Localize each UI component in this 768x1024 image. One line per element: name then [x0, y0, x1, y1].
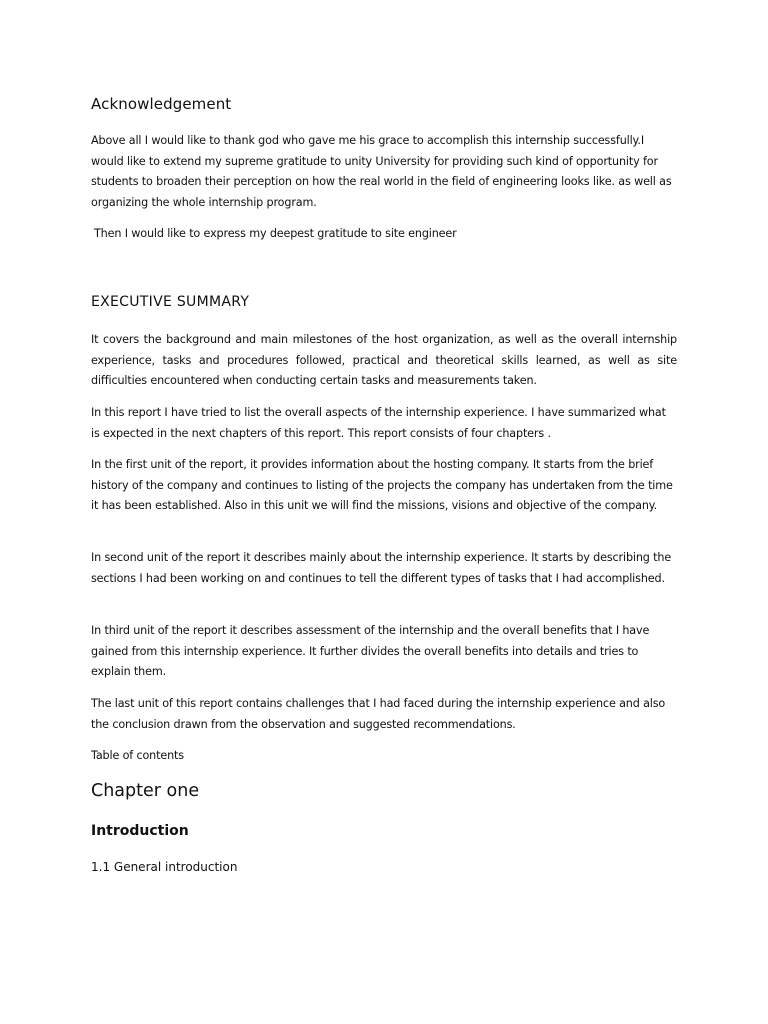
executive-summary-paragraph-1: It covers the background and main milestones of the host organization, as well as the overall internship experience, tasks and procedures followed, practical and theoretical skills learned, as well as site difficulties encountered when conducting certain tasks and measurements taken.: [91, 333, 677, 388]
table-of-contents-label: Table of contents: [91, 749, 184, 762]
chapter-title: Chapter one: [91, 781, 200, 801]
executive-summary-paragraph-3: In the first unit of the report, it provides information about the hosting company. It starts from the brief history of the company and continues to listing of the projects the company has undertaken from the time it has been established. Also in this unit we will find the missions, visions and objective of the company.: [91, 458, 673, 513]
acknowledgement-paragraph-1: Above all I would like to thank god who gave me his grace to accomplish this internship successfully.I would like to extend my supreme gratitude to unity University for providing such kind of opportunity for students to broaden their perception on how the real world in the field of engineering looks like. as well as organizing the whole internship program.: [91, 134, 672, 209]
acknowledgement-heading: Acknowledgement: [91, 95, 232, 113]
executive-summary-paragraph-2: In this report I have tried to list the overall aspects of the internship experience. I have summarized what is expected in the next chapters of this report. This report consists of four chapters .: [91, 406, 666, 440]
subsection-title: 1.1 General introduction: [91, 860, 238, 874]
section-title: Introduction: [91, 823, 189, 839]
executive-summary-paragraph-5: In third unit of the report it describes assessment of the internship and the overall benefits that I have gained from this internship experience. It further divides the overall benefits into details and tries to explain them.: [91, 624, 650, 679]
executive-summary-heading: EXECUTIVE SUMMARY: [91, 294, 250, 310]
executive-summary-paragraph-6: The last unit of this report contains challenges that I had faced during the internship experience and also the conclusion drawn from the observation and suggested recommendations.: [91, 697, 666, 731]
executive-summary-paragraph-4: In second unit of the report it describes mainly about the internship experience. It starts by describing the sections I had been working on and continues to tell the different types of tasks that I had accomplished.: [91, 551, 672, 585]
acknowledgement-paragraph-2: Then I would like to express my deepest gratitude to site engineer: [94, 227, 457, 240]
